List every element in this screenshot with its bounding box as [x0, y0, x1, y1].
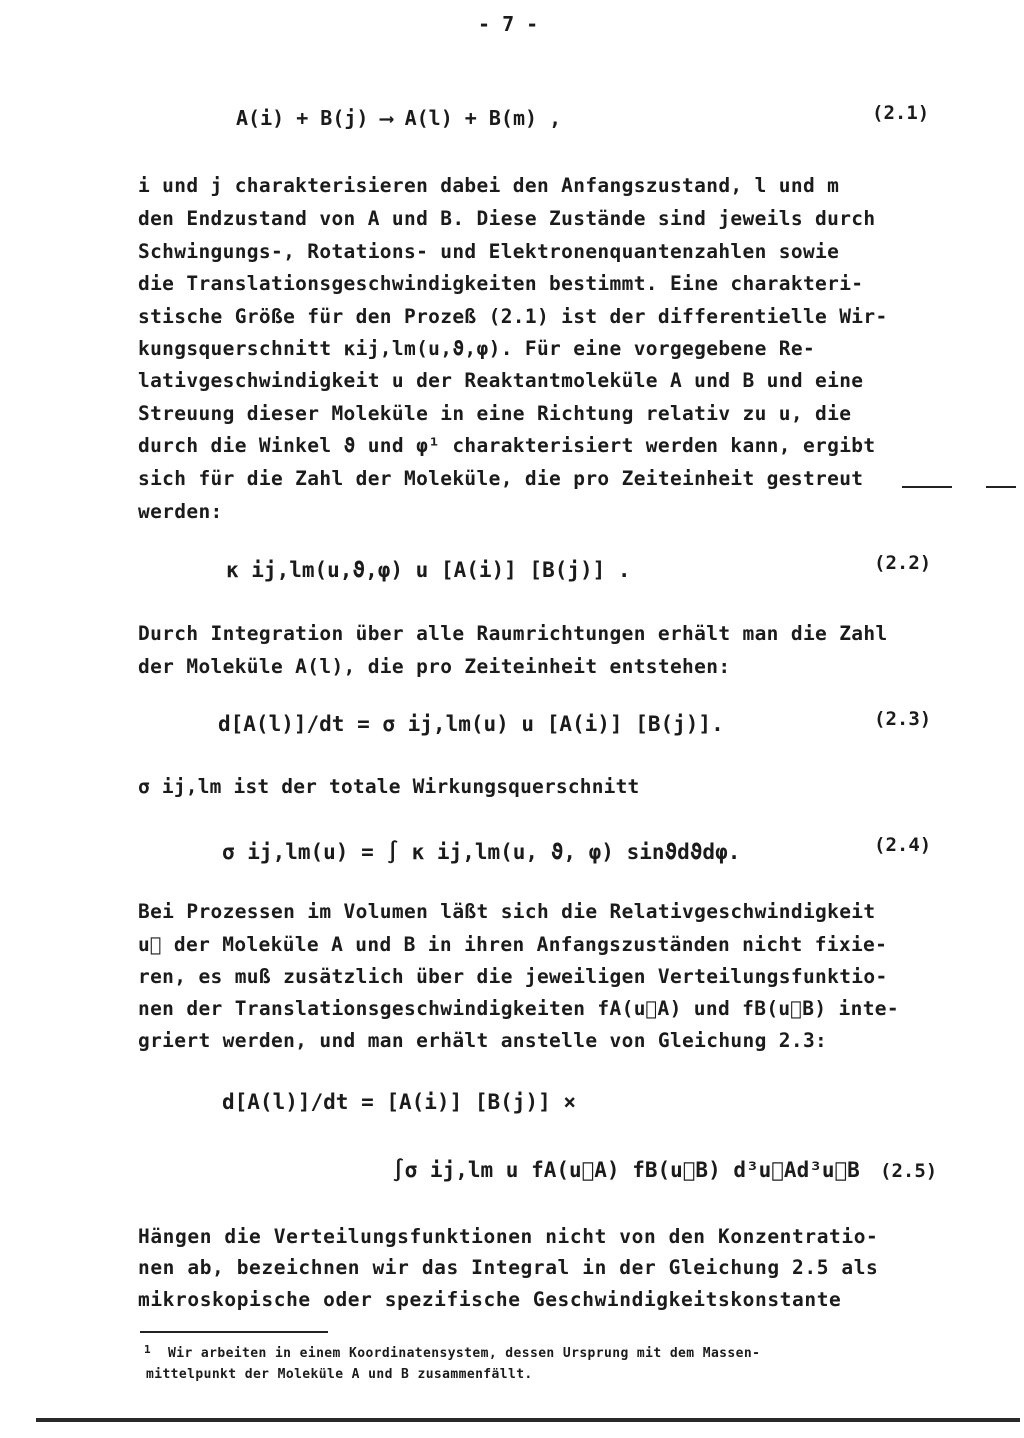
text-line: ren, es muß zusätzlich über die jeweiligen Verteilungsfunktio- [138, 965, 888, 988]
equation-number-2-1: (2.1) [872, 102, 930, 124]
equation-2-4: σ ij,lm(u) = ∫ κ ij,lm(u, ϑ, φ) sinϑdϑdφ. [222, 840, 741, 864]
equation-number-2-3: (2.3) [874, 708, 932, 730]
equation-2-1: A(i) + B(j) ⟶ A(l) + B(m) , [236, 106, 562, 130]
text-line: u⃗ der Moleküle A und B in ihren Anfangszuständen nicht fixie- [138, 933, 888, 956]
text-line: Streuung dieser Moleküle in eine Richtung relativ zu u, die [138, 402, 852, 425]
text-line: der Moleküle A(l), die pro Zeiteinheit entstehen: [138, 655, 731, 678]
equation-2-2: κ ij,lm(u,ϑ,φ) u [A(i)] [B(j)] . [226, 558, 631, 582]
equation-number-2-4: (2.4) [874, 834, 932, 856]
equation-2-5-line-2: ∫σ ij,lm u fA(u⃗A) fB(u⃗B) d³u⃗Ad³u⃗B [392, 1158, 860, 1182]
footnote-separator [140, 1331, 328, 1333]
equation-2-5-line-1: d[A(l)]/dt = [A(i)] [B(j)] × [222, 1090, 577, 1114]
text-line: die Translationsgeschwindigkeiten bestimmt. Eine charakteri- [138, 272, 864, 295]
text-line: i und j charakterisieren dabei den Anfangszustand, l und m [138, 174, 840, 197]
text-line: Hängen die Verteilungsfunktionen nicht von den Konzentratio- [138, 1225, 879, 1248]
text-line: Durch Integration über alle Raumrichtungen erhält man die Zahl [138, 622, 888, 645]
footnote-line: mittelpunkt der Moleküle A und B zusammenfällt. [146, 1367, 533, 1382]
text-line: griert werden, und man erhält anstelle von Gleichung 2.3: [138, 1029, 828, 1052]
equation-number-2-5: (2.5) [880, 1160, 938, 1182]
page-bottom-edge [36, 1418, 1020, 1422]
text-line: mikroskopische oder spezifische Geschwindigkeitskonstante [138, 1288, 842, 1311]
text-line: nen der Translationsgeschwindigkeiten fA(u⃗A) und fB(u⃗B) inte- [138, 997, 899, 1020]
paragraph-3: σ ij,lm ist der totale Wirkungsquerschnitt [138, 775, 640, 798]
equation-2-3: d[A(l)]/dt = σ ij,lm(u) u [A(i)] [B(j)]. [218, 712, 724, 736]
text-line: stische Größe für den Prozeß (2.1) ist der differentielle Wir- [138, 305, 888, 328]
margin-dash-mark [902, 486, 952, 488]
margin-dash-mark [986, 486, 1016, 488]
equation-number-2-2: (2.2) [874, 552, 932, 574]
text-line: werden: [138, 500, 223, 523]
text-line: nen ab, bezeichnen wir das Integral in der Gleichung 2.5 als [138, 1256, 879, 1279]
text-line: kungsquerschnitt κij,lm(u,ϑ,φ). Für eine vorgegebene Re- [138, 337, 816, 360]
footnote-marker: 1 [144, 1343, 151, 1356]
text-line: den Endzustand von A und B. Diese Zustände sind jeweils durch [138, 207, 876, 230]
text-line: lativgeschwindigkeit u der Reaktantmoleküle A und B und eine [138, 369, 864, 392]
text-line: sich für die Zahl der Moleküle, die pro Zeiteinheit gestreut [138, 467, 864, 490]
footnote-line: Wir arbeiten in einem Koordinatensystem, dessen Ursprung mit dem Massen- [168, 1346, 761, 1361]
text-line: Bei Prozessen im Volumen läßt sich die Relativgeschwindigkeit [138, 900, 876, 923]
page-number: - 7 - [478, 12, 539, 36]
text-line: durch die Winkel ϑ und φ¹ charakterisiert werden kann, ergibt [138, 434, 876, 457]
text-line: Schwingungs-, Rotations- und Elektronenquantenzahlen sowie [138, 240, 840, 263]
